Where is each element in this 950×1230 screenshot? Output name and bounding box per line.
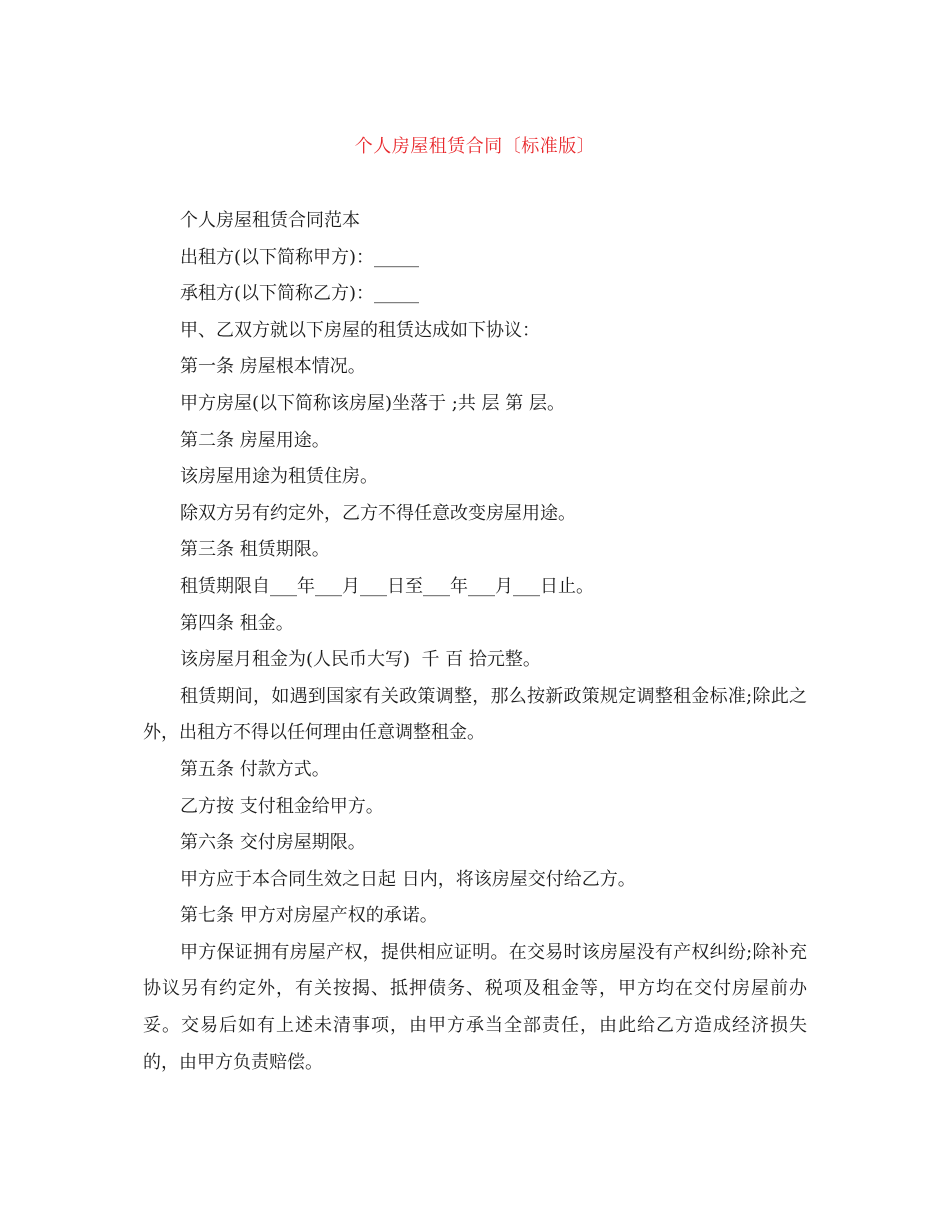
- article-1-text: 甲方房屋(以下简称该房屋)坐落于 ;共 层 第 层。: [180, 392, 565, 414]
- paragraph-lessee: 承租方(以下简称乙方)：_____: [180, 283, 420, 305]
- article-6-heading: 第六条 交付房屋期限。: [180, 832, 366, 854]
- article-2-heading: 第二条 房屋用途。: [180, 429, 330, 451]
- article-3-text: 租赁期限自___年___月___日至___年___月___日止。: [180, 575, 594, 597]
- document-title: 个人房屋租赁合同〔标准版〕: [354, 136, 596, 157]
- paragraph-heading: 个人房屋租赁合同范本: [180, 210, 360, 231]
- article-7-heading: 第七条 甲方对房屋产权的承诺。: [180, 905, 438, 927]
- article-2-text-2: 除双方另有约定外，乙方不得任意改变房屋用途。: [180, 502, 576, 524]
- article-2-text-1: 该房屋用途为租赁住房。: [180, 466, 378, 488]
- article-6-text: 甲方应于本合同生效之日起 日内，将该房屋交付给乙方。: [180, 868, 636, 890]
- article-3-heading: 第三条 租赁期限。: [180, 539, 330, 561]
- document-body: [143, 203, 807, 1081]
- article-4-text-2: 租赁期间，如遇到国家有关政策调整，那么按新政策规定调整租金标准;除此之外，出租方不得以任何理由任意调整租金。: [143, 685, 807, 744]
- article-4-text-1: 该房屋月租金为(人民币大写) 千 百 拾元整。: [180, 649, 541, 671]
- article-5-text: 乙方按 支付租金给甲方。: [180, 795, 384, 817]
- article-4-heading: 第四条 租金。: [180, 612, 294, 634]
- article-1-heading: 第一条 房屋根本情况。: [180, 356, 366, 378]
- article-7-text: 甲方保证拥有房屋产权，提供相应证明。在交易时该房屋没有产权纠纷;除补充协议另有约定外，有关按揭、抵押债务、税项及租金等，甲方均在交付房屋前办妥。交易后如有上述未清事项，由甲方承当全部责任，由此给乙方造成经济损失的，由甲方负责赔偿。: [143, 941, 807, 1073]
- article-5-heading: 第五条 付款方式。: [180, 758, 330, 780]
- paragraph-lessor: 出租方(以下简称甲方)：_____: [180, 246, 420, 268]
- paragraph-agreement-intro: 甲、乙双方就以下房屋的租赁达成如下协议：: [180, 319, 540, 341]
